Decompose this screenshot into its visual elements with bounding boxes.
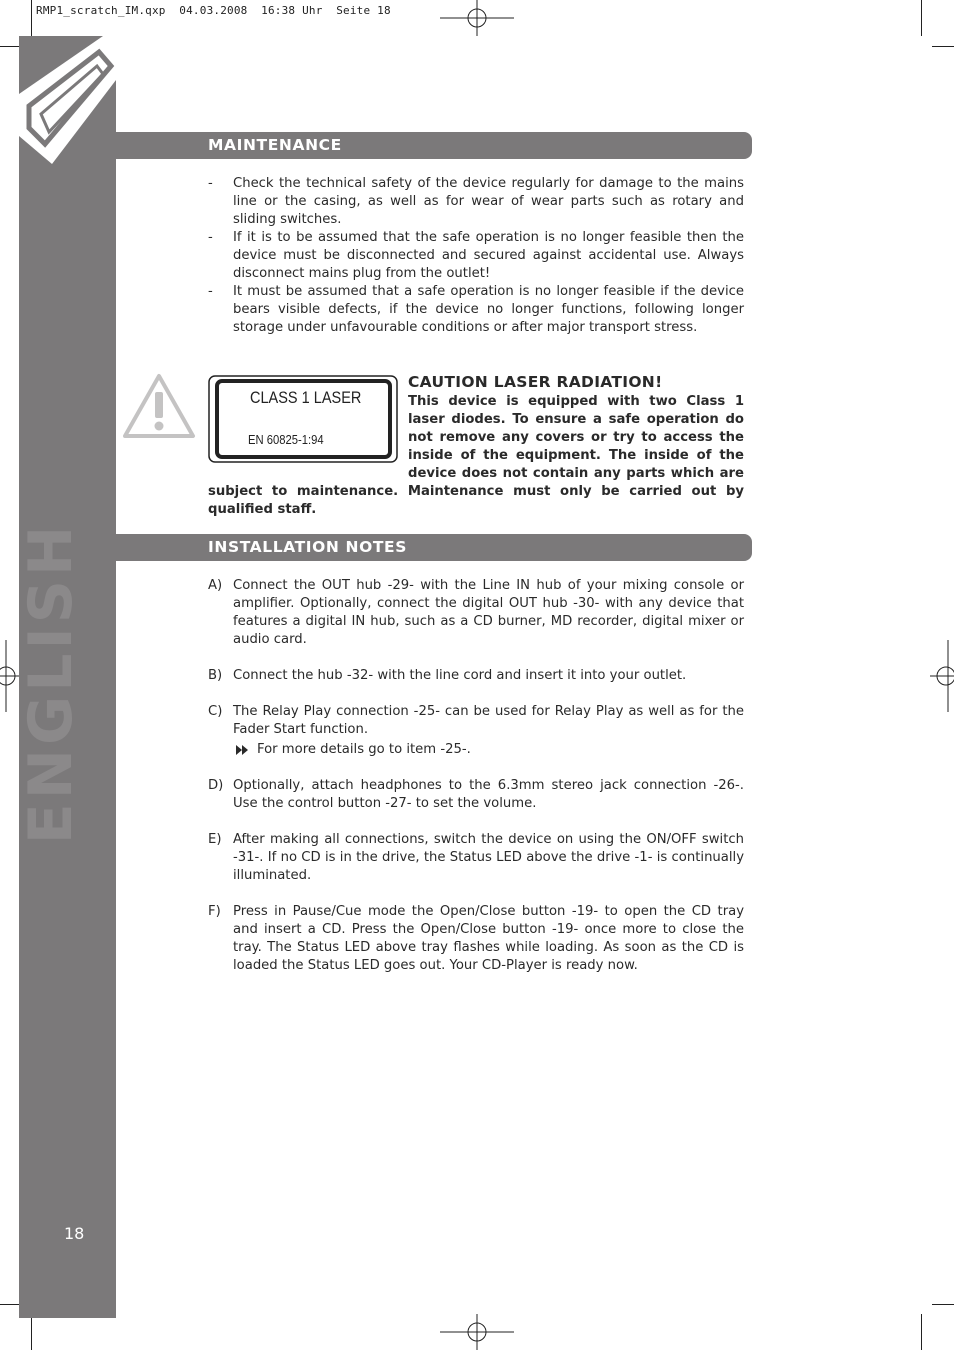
crop-mark xyxy=(31,0,32,36)
laser-class-text: CLASS 1 LASER xyxy=(250,389,362,407)
crop-mark xyxy=(932,1304,954,1305)
crop-mark xyxy=(932,46,954,47)
section-title: MAINTENANCE xyxy=(208,136,342,154)
list-item xyxy=(208,229,744,283)
brand-logo-icon xyxy=(19,36,116,164)
section-header-maintenance xyxy=(116,132,752,159)
laser-class-label xyxy=(208,375,398,463)
list-marker: B) xyxy=(208,668,223,683)
crop-mark xyxy=(921,1314,922,1350)
print-slug: RMP1_scratch_IM.qxp 04.03.2008 16:38 Uhr Seite 18 xyxy=(36,4,391,17)
list-marker: - xyxy=(208,230,213,245)
list-item xyxy=(208,777,744,813)
caution-text: This device is equipped with two Class 1 laser diodes. To ensure a safe operation do not remove any covers or try to access the inside of the equipment. The inside of the device does not contain any parts which are subject to maintenance. Maintenance must only be carried out by qualified staff. xyxy=(208,394,744,517)
list-item xyxy=(208,667,744,685)
section-title: INSTALLATION NOTES xyxy=(208,538,407,556)
list-marker: E) xyxy=(208,832,222,847)
note-text: For more details go to item -25-. xyxy=(257,742,471,757)
crop-mark xyxy=(31,1314,32,1350)
list-text: Connect the OUT hub -29- with the Line IN hub of your mixing console or amplifier. Optionally, connect the digital OUT hub -30- with any device that features a digital IN hub, such as a CD burner, MD recorder, digital mixer or audio card. xyxy=(233,578,744,647)
laser-standard-text: EN 60825-1:94 xyxy=(248,433,324,447)
list-marker: D) xyxy=(208,778,224,793)
list-marker: C) xyxy=(208,704,223,719)
crop-mark xyxy=(921,0,922,36)
maintenance-list xyxy=(208,175,744,337)
registration-mark-icon xyxy=(440,0,514,36)
list-marker: F) xyxy=(208,904,221,919)
list-marker: - xyxy=(208,176,213,191)
list-marker: - xyxy=(208,284,213,299)
list-text: Optionally, attach headphones to the 6.3mm stereo jack connection -26-. Use the control button -27- to set the volume. xyxy=(233,778,744,811)
caution-title: CAUTION LASER RADIATION! xyxy=(408,373,663,391)
section-header-installation xyxy=(116,534,752,561)
page-number: 18 xyxy=(64,1224,85,1243)
cross-reference-note xyxy=(233,741,744,759)
list-item xyxy=(208,175,744,229)
list-text: Press in Pause/Cue mode the Open/Close button -19- to open the CD tray and insert a CD. Press the Open/Close button -19- once more to close the tray. The Status LED above tray flashes while loading. As soon as the CD is loaded the Status LED goes out. Your CD-Player is ready now. xyxy=(233,904,744,973)
double-arrow-right-icon xyxy=(235,744,251,756)
list-marker: A) xyxy=(208,578,223,593)
list-text: Connect the hub -32- with the line cord and insert it into your outlet. xyxy=(233,668,687,683)
list-text: Check the technical safety of the device regularly for damage to the mains line or the casing, as well as for wear of wear parts such as rotary and sliding switches. xyxy=(233,176,744,227)
list-item xyxy=(208,703,744,739)
list-item xyxy=(208,283,744,337)
list-item xyxy=(208,577,744,649)
list-item xyxy=(208,903,744,975)
list-text: The Relay Play connection -25- can be used for Relay Play as well as for the Fader Start function. xyxy=(233,704,744,737)
list-text: If it is to be assumed that the safe operation is no longer feasible then the device must be disconnected and secured against accidental use. Always disconnect mains plug from the outlet! xyxy=(233,230,744,281)
warning-triangle-icon xyxy=(122,372,196,440)
list-text: It must be assumed that a safe operation is no longer feasible if the device bears visible defects, if the device no longer functions, following longer storage under unfavourable conditions or after major transport stress. xyxy=(233,284,744,335)
list-text: After making all connections, switch the device on using the ON/OFF switch -31-. If no CD is in the drive, the Status LED above the drive -1- is continually illuminated. xyxy=(233,832,744,883)
installation-list xyxy=(208,577,744,975)
registration-mark-icon xyxy=(440,1314,514,1350)
list-item xyxy=(208,831,744,885)
registration-mark-icon xyxy=(930,640,954,712)
sidebar-language-label: ENGLISH xyxy=(16,521,86,845)
